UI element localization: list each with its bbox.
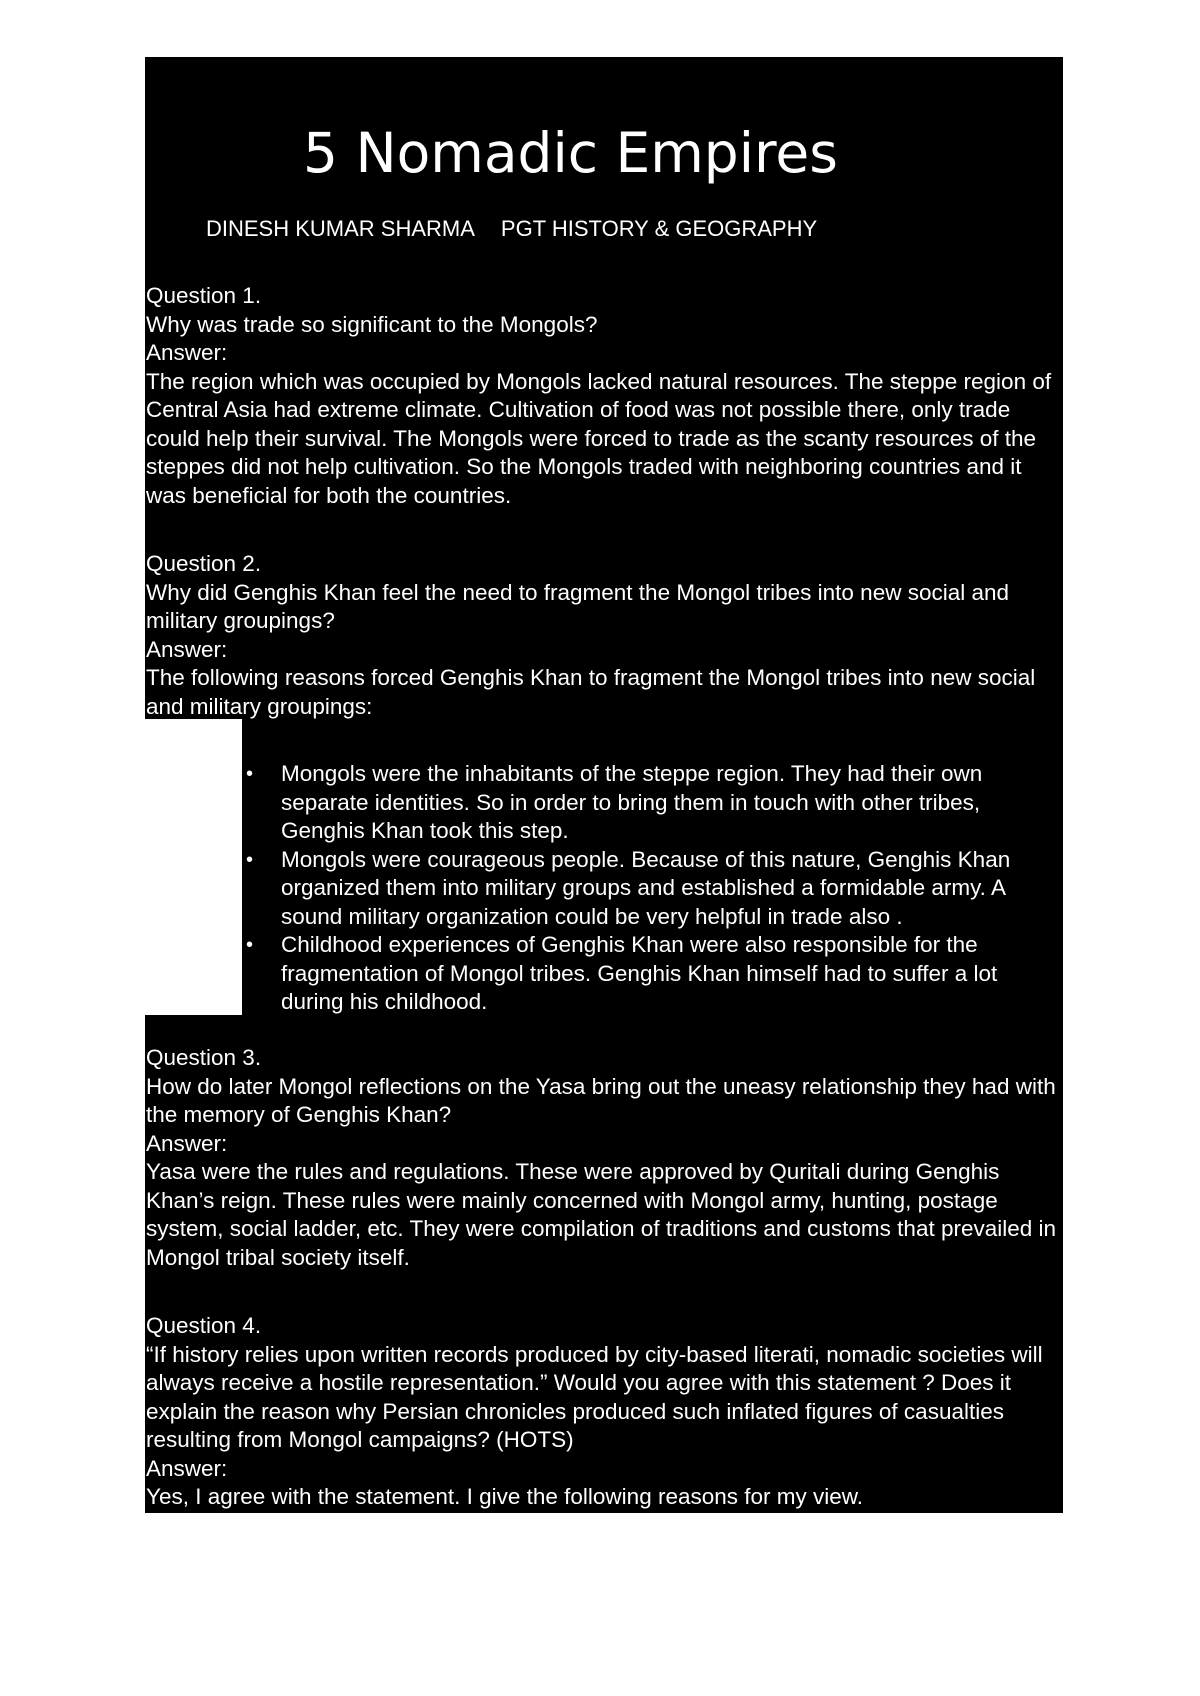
list-item [242,931,1052,1017]
question-1-text: Why was trade so significant to the Mongols? [146,311,598,337]
question-1-label: Question 1. [146,283,262,308]
question-1-section [146,282,1066,510]
question-3-text: How do later Mongol reflections on the Yasa bring out the uneasy relationship they had with the memory of Genghis Khan? [146,1073,1056,1127]
question-4-section [146,1312,1066,1512]
answer-2-label: Answer: [146,636,228,662]
answer-4-text: Yes, I agree with the statement. I give the following reasons for my view. [146,1484,864,1509]
answer-2-intro: The following reasons forced Genghis Khan to fragment the Mongol tribes into new social and military groupings: [146,665,1036,719]
answer-3-label: Answer: [146,1130,228,1156]
bullet-icon: • [246,763,254,785]
list-item-text: Mongols were the inhabitants of the steppe region. They had their own separate identities. So in order to bring them in touch with other tribes, Genghis Khan took this step. [281,761,983,843]
author-name: DINESH KUMAR SHARMA [206,216,475,241]
question-3-label: Question 3. [146,1045,262,1070]
answer-2-bullet-list [242,760,1052,1017]
question-4-text: “If history relies upon written records produced by city-based literati, nomadic societies will always receive a hostile representation.” Would you agree with this statement ? Does it explain the reason why Persian chronicles produced such inflated figures of casualties resulting from Mongol campaigns? (HOTS) [146,1341,1043,1452]
list-item [242,846,1052,932]
question-2-text: Why did Genghis Khan feel the need to fragment the Mongol tribes into new social and military groupings? [146,579,1010,633]
list-item [242,760,1052,846]
author-designation: PGT HISTORY & GEOGRAPHY [500,216,818,241]
answer-1-text: The region which was occupied by Mongols lacked natural resources. The steppe region of Central Asia had extreme climate. Cultivation of food was not possible there, only trade could help their survival. The Mongols were forced to trade as the scanty resources of the steppes did not help cultivation. So the Mongols traded with neighboring countries and it was beneficial for both the countries. [146,368,1052,508]
list-item-text: Mongols were courageous people. Because of this nature, Genghis Khan organized them into military groups and established a formidable army. A sound military organization could be very helpful in trade also . [281,846,1011,929]
question-4-label: Question 4. [146,1313,262,1338]
question-3-section [146,1044,1066,1272]
document-title: 5 Nomadic Empires [303,121,838,185]
question-2-label: Question 2. [146,551,262,576]
answer-4-label: Answer: [146,1455,228,1481]
question-2-section [146,550,1066,721]
list-item-text: Childhood experiences of Genghis Khan were also responsible for the fragmentation of Mongol tribes. Genghis Khan himself had to suffer a lot during his childhood. [281,932,998,1014]
answer-1-label: Answer: [146,340,228,365]
bullet-icon: • [246,848,254,871]
author-line [206,214,817,244]
answer-3-text: Yasa were the rules and regulations. These were approved by Quritali during Genghis Khan’s reign. These rules were mainly concerned with Mongol army, hunting, postage system, social ladder, etc. They were compilation of traditions and customs that prevailed in Mongol tribal society itself. [146,1159,1057,1270]
bullet-icon: • [246,934,254,956]
